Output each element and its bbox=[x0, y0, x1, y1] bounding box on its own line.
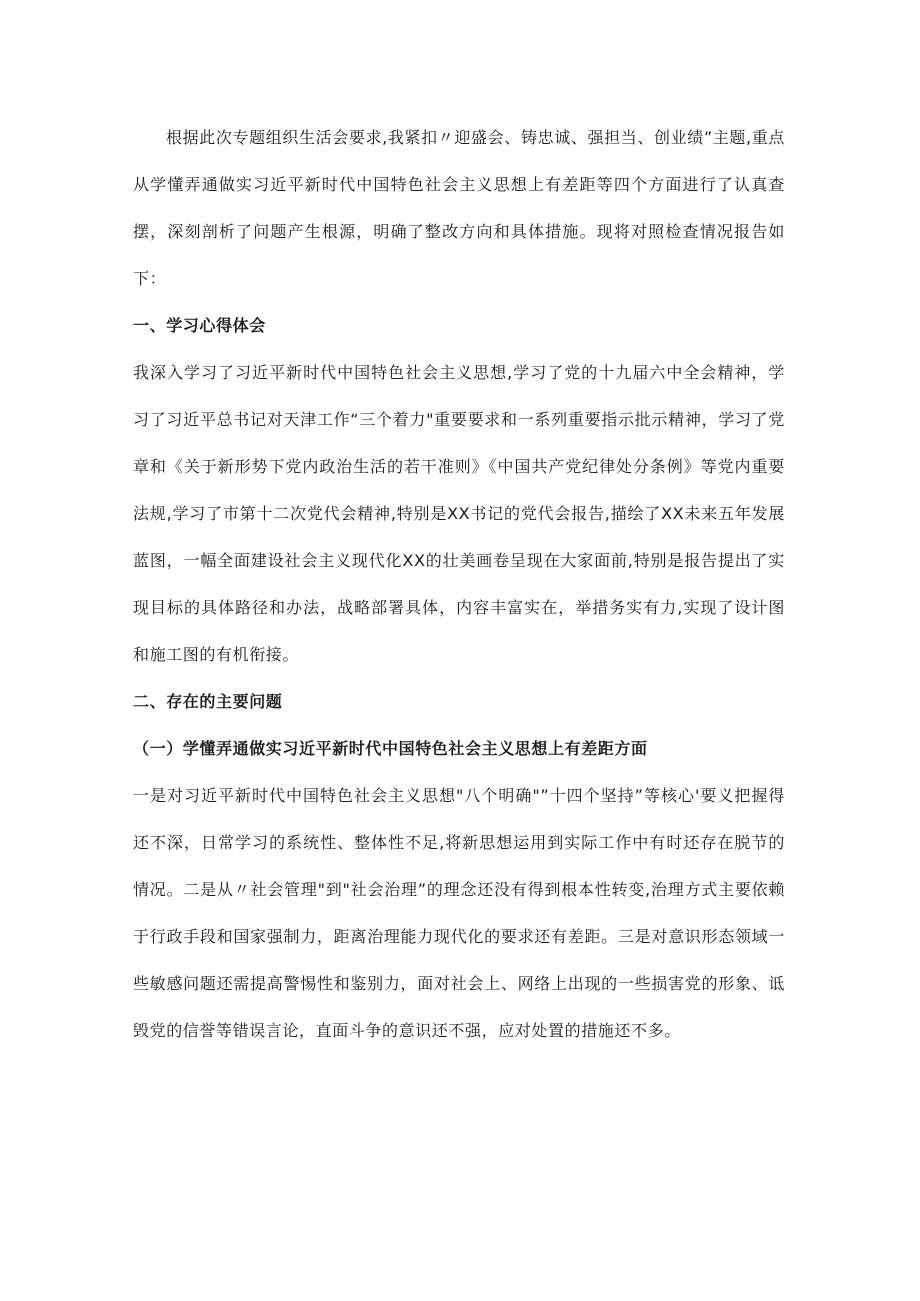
study-experience-paragraph: 我深入学习了习近平新时代中国特色社会主义思想,学习了党的十九届六中全会精神，学习了习近平总书记对天津工作“三个着力"重要要求和一系列重要指示批示精神，学习了党章和《关于新形势下党内政治生活的若干准则》《中国共产党纪律处分条例》等党内重要法规,学习了市第十二次党代会精神,特别是XX书记的党代会报告,描绘了XX未来五年发展蓝图，一幅全面建设社会主义现代化XX的壮美画卷呈现在大家面前,特别是报告提出了实现目标的具体路径和办法，战略部署具体，内容丰富实在，举措务实有力,实现了设计图和施工图的有机衔接。 bbox=[133, 363, 785, 664]
intro-paragraph: 根据此次专题组织生活会要求,我紧扣〃迎盛会、铸忠诚、强担当、创业绩”主题,重点从学懂弄通做实习近平新时代中国特色社会主义思想上有差距等四个方面进行了认真查摆，深刻剖析了问题产生根源，明确了整改方向和具体措施。现将对照检查情况报告如下： bbox=[133, 128, 785, 288]
theory-gap-paragraph: 一是对习近平新时代中国特色社会主义思想"八个明确"”十四个坚持”等核心'要义把握得还不深，日常学习的系统性、整体性不足,将新思想运用到实际工作中有时还存在脱节的情况。二是从〃社会管理"到"社会治理”的理念还没有得到根本性转变,治理方式主要依赖于行政手段和国家强制力，距离治理能力现代化的要求还有差距。三是对意识形态领域一些敏感问题还需提高警惕性和鉴别力，面对社会上、网络上出现的一些损害党的形象、诋毁党的信誉等错误言论，直面斗争的意识还不强，应对处置的措施还不多。 bbox=[133, 786, 785, 1040]
document-body bbox=[133, 114, 785, 1054]
section-heading-study-experience: 一、学习心得体会 bbox=[133, 316, 266, 335]
subsection-heading-theory-gap: （一）学懂弄通做实习近平新时代中国特色社会主义思想上有差距方面 bbox=[133, 739, 648, 758]
section-heading-main-problems: 二、存在的主要问题 bbox=[133, 692, 283, 711]
